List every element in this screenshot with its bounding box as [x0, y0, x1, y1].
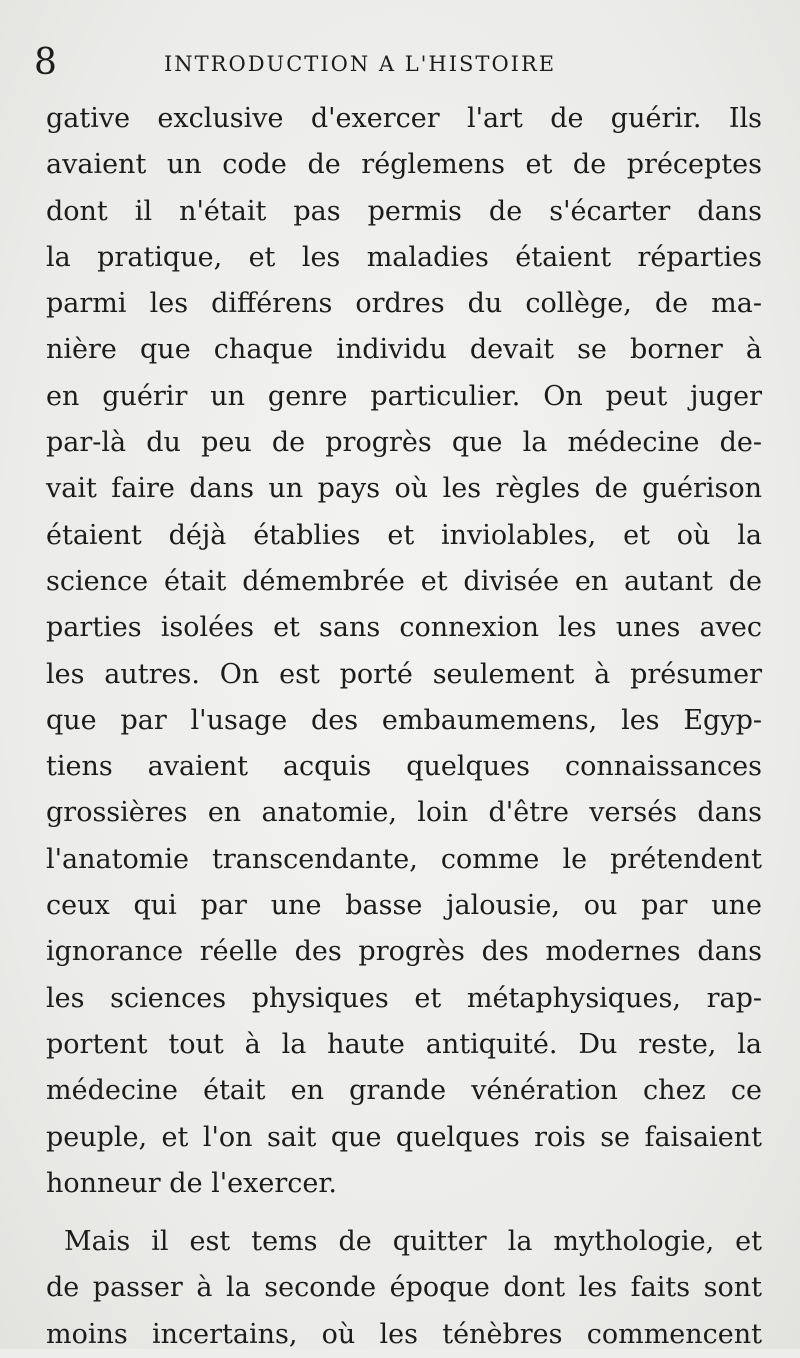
text-line: peuple, et l'on sait que quelques rois se faisaient [46, 1121, 762, 1153]
text-line: grossières en anatomie, loin d'être versés dans [46, 797, 762, 829]
text-line: gative exclusive d'exercer l'art de guérir. Ils [46, 103, 762, 134]
body-text [46, 96, 762, 1358]
page-header [34, 38, 756, 88]
paragraph-1 [46, 96, 762, 1207]
text-line: parties isolées et sans connexion les unes avec [46, 612, 762, 644]
paragraph-2 [46, 1219, 762, 1358]
text-line: parmi les différens ordres du collège, de ma- [46, 288, 762, 320]
text-line: honneur de l'exercer. [46, 1167, 337, 1199]
text-line: science était démembrée et divisée en autant de [46, 565, 762, 597]
text-line: vait faire dans un pays où les règles de guérison [46, 473, 762, 505]
text-line: tiens avaient acquis quelques connaissances [46, 751, 762, 783]
paragraph-gap [46, 1207, 762, 1219]
text-line: la pratique, et les maladies étaient réparties [46, 241, 762, 273]
text-line: ignorance réelle des progrès des modernes dans [46, 936, 762, 968]
text-line: les sciences physiques et métaphysiques, rap- [46, 982, 762, 1014]
text-line: de passer à la seconde époque dont les faits sont [46, 1272, 762, 1304]
text-line: l'anatomie transcendante, comme le prétendent [46, 843, 762, 875]
text-line: médecine était en grande vénération chez ce [46, 1075, 762, 1107]
text-line: avaient un code de réglemens et de préceptes [46, 149, 762, 181]
text-line: en guérir un genre particulier. On peut juger [46, 380, 762, 412]
text-line: Mais il est tems de quitter la mythologie, et [64, 1226, 762, 1258]
text-line: ceux qui par une basse jalousie, ou par une [46, 890, 762, 922]
text-line: dont il n'était pas permis de s'écarter dans [46, 195, 762, 227]
text-line: étaient déjà établies et inviolables, et où la [46, 519, 762, 551]
running-head: INTRODUCTION A L'HISTOIRE [164, 52, 557, 76]
text-line: les autres. On est porté seulement à présumer [46, 658, 762, 690]
text-line: moins incertains, où les ténèbres commencent [46, 1318, 762, 1350]
page-number: 8 [34, 42, 57, 83]
text-line: que par l'usage des embaumemens, les Egyp- [46, 704, 762, 736]
text-line: portent tout à la haute antiquité. Du reste, la [46, 1028, 762, 1060]
text-line: nière que chaque individu devait se borner à [46, 334, 762, 366]
text-line: par-là du peu de progrès que la médecine de- [46, 427, 762, 459]
